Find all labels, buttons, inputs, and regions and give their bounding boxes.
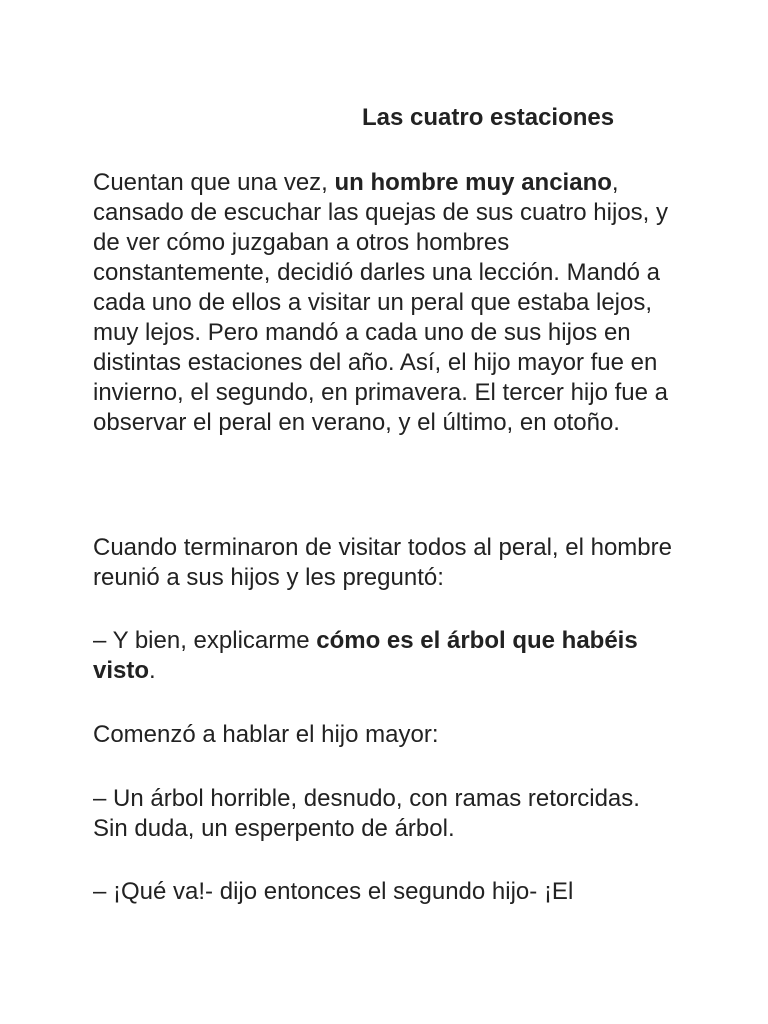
document-title: Las cuatro estaciones: [362, 104, 615, 131]
paragraph-eldest-answer: – Un árbol horrible, desnudo, con ramas retorcidas. Sin duda, un esperpento de árbol.: [93, 785, 640, 842]
paragraph-intro-text-a: Cuentan que una vez,: [93, 169, 335, 196]
paragraph-question: [93, 626, 673, 686]
paragraph-eldest-begins: Comenzó a hablar el hijo mayor:: [93, 721, 439, 748]
paragraph-intro-bold: un hombre muy anciano: [334, 169, 612, 196]
paragraph-intro-text-c: , cansado de escuchar las quejas de sus cuatro hijos, y de ver cómo juzgaban a otros hombres constantemente, decidió darles una lección. Mandó a cada uno de ellos a visitar un peral que estaba lejos, muy lejos. Pero mandó a cada uno de sus hijos en distintas estaciones del año. Así, el hijo mayor fue en invierno, el segundo, en primavera. El tercer hijo fue a observar el peral en verano, y el último, en otoño.: [93, 169, 669, 436]
paragraph-question-text-a: – Y bien, explicarme: [93, 627, 317, 654]
paragraph-second-son: – ¡Qué va!- dijo entonces el segundo hijo- ¡El: [93, 878, 574, 905]
paragraph-question-text-c: .: [149, 657, 156, 684]
paragraph-question-bold: cómo es el árbol que habéis visto: [93, 627, 638, 684]
paragraph-intro: [93, 168, 673, 438]
paragraph-gathering: Cuando terminaron de visitar todos al peral, el hombre reunió a sus hijos y les preguntó:: [93, 534, 672, 591]
